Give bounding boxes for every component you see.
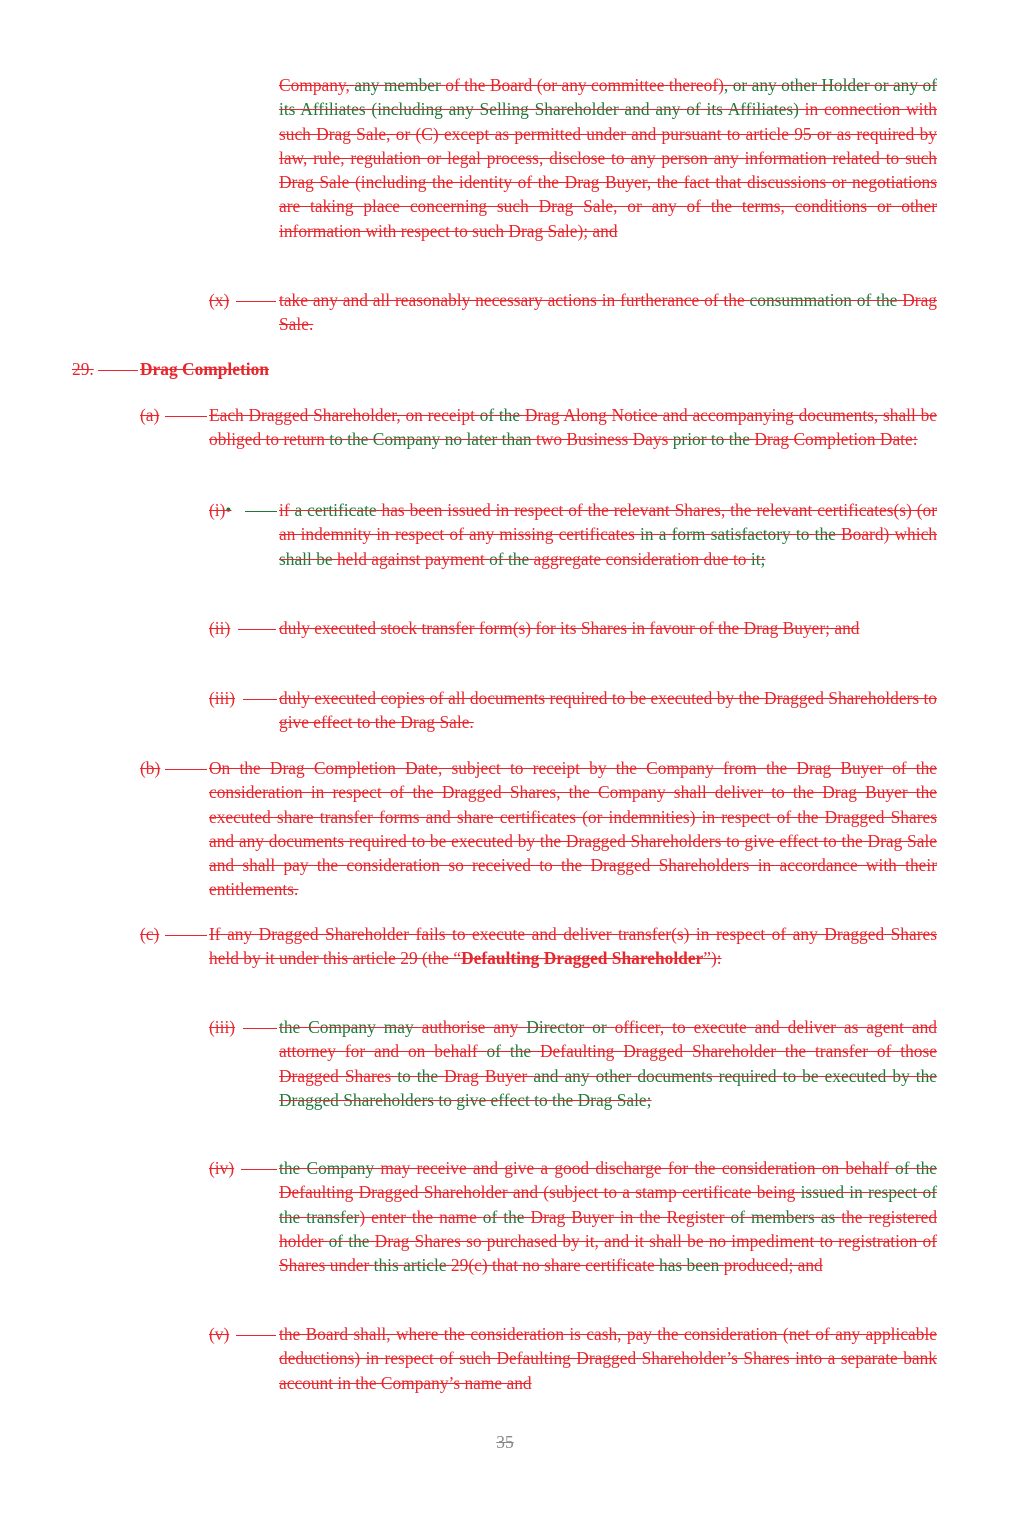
text-run: Each Dragged Shareholder, on receipt — [209, 405, 480, 425]
text-run: Drag Buyer in the Register — [530, 1206, 731, 1227]
item-ii-number: (ii) — [209, 618, 231, 638]
subitem-v-number: (v) — [209, 1324, 230, 1344]
clause-c-text — [209, 922, 937, 971]
text-run: aggregate consideration due to — [533, 548, 751, 569]
clause-a-text — [209, 403, 937, 452]
text-run: of the Board (or any committee thereof) — [445, 75, 724, 95]
section-number: 29. — [72, 359, 94, 379]
text-run: Defaulting Dragged Shareholder — [461, 948, 704, 969]
text-run: the Company may — [279, 1017, 422, 1037]
text-run: Drag Shares so purchased by it, and it shall be no impediment to registration of Shares under — [279, 1230, 937, 1276]
text-run: Drag Buyer — [444, 1065, 534, 1086]
text-run: a certificate — [294, 500, 382, 520]
item-iii-text — [279, 686, 937, 735]
subitem-iii-number: (iii) — [209, 1017, 236, 1037]
text-run: ) enter the name — [359, 1206, 483, 1227]
text-run: of the — [328, 1230, 375, 1251]
text-run: to the — [397, 1065, 445, 1086]
text-run: of the — [895, 1158, 937, 1178]
subitem-iv-number: (iv) — [209, 1158, 235, 1178]
text-run: to the Company no later than — [329, 429, 536, 450]
text-run: Drag Sale. — [279, 290, 937, 335]
text-run: may receive and give a good discharge for the consideration on behalf — [380, 1158, 896, 1178]
text-run: has been issued in respect of the relevant Shares, the relevant certificates(s) (or an indemnity in respect of any missing certificates — [279, 500, 937, 545]
page-number: 35 — [496, 1432, 514, 1452]
text-run: in a form satisfactory to the — [640, 524, 842, 545]
clause-c-number: (c) — [140, 924, 160, 944]
text-run: issued in respect of the transfer — [279, 1182, 937, 1227]
text-run: held against payment — [336, 548, 490, 569]
text-run: this article — [373, 1255, 451, 1276]
text-run: of the — [479, 405, 525, 425]
text-run: Drag Along Notice and accompanying documents, shall be obliged to return — [209, 405, 937, 450]
text-run: authorise any — [421, 1017, 527, 1037]
text-run: Board) which — [841, 524, 937, 545]
text-run: of members as — [730, 1206, 842, 1227]
item-i-text — [279, 498, 937, 571]
text-run: Director or — [526, 1017, 615, 1037]
subitem-iv-text — [279, 1156, 937, 1277]
clause-b-text — [209, 756, 937, 902]
text-run: if — [279, 500, 295, 520]
text-run: On the Drag Completion Date, subject to receipt by the Company from the Drag Buyer of the consideration in respect of the Dragged Shares, the Company shall deliver to the Drag Buyer the executed share transfer forms and share certificates (or indemnities) in respect of the Dragged Shares and any documents required to be executed by the Dragged Shareholders to give effect to the Drag Sale and shall pay the consideration so received to the Dragged Shareholders in accordance with their entitlements. — [209, 758, 937, 900]
clause-a-number: (a) — [140, 405, 160, 425]
text-run: ”): — [703, 948, 722, 969]
text-run: shall be — [279, 548, 337, 569]
text-run: Company, — [279, 75, 355, 95]
text-run: consummation of the — [749, 290, 903, 310]
text-run: of the — [482, 1206, 531, 1227]
continuation-paragraph — [279, 73, 937, 243]
text-run: duly executed copies of all documents required to be executed by the Dragged Shareholders to give effect to the Drag Sale. — [279, 688, 937, 733]
subitem-v-text — [279, 1322, 937, 1395]
text-run: officer, to execute and deliver as agent and attorney for and on behalf — [279, 1017, 937, 1062]
text-run: If any Dragged Shareholder fails to execute and deliver transfer(s) in respect of any Dragged Shares held by it under this article 29 (the “ — [209, 924, 937, 969]
text-run: Defaulting Dragged Shareholder the transfer of those Dragged Shares — [279, 1041, 937, 1086]
text-run: has been — [659, 1255, 724, 1276]
text-run: two Business Days — [535, 429, 673, 450]
item-iii-number: (iii) — [209, 688, 236, 708]
text-run: take any and all reasonably necessary actions in furtherance of the — [279, 290, 750, 310]
text-run: of the — [486, 1041, 540, 1062]
text-run: Drag Completion Date: — [754, 429, 918, 450]
item-ii-text — [279, 616, 937, 640]
subitem-iii-text — [279, 1015, 937, 1112]
item-i-number: (i)• — [209, 500, 232, 520]
text-run: , or any other Holder or any of its Affiliates (including any Selling Shareholder and any of its Affiliates) — [279, 75, 937, 120]
item-x-text — [279, 288, 937, 337]
text-run: 29(c) that no share certificate — [450, 1255, 660, 1276]
text-run: and any other documents required to be executed by the Dragged Shareholders to give effect to the Drag Sale; — [279, 1065, 938, 1110]
text-run: duly executed stock transfer form(s) for its Shares in favour of the Drag Buyer; and — [279, 618, 860, 638]
text-run: the Company — [279, 1158, 381, 1178]
text-run: it; — [750, 548, 766, 569]
text-run: produced; and — [723, 1255, 823, 1276]
item-x-number: (x) — [209, 290, 230, 310]
text-run: of the — [489, 548, 534, 569]
clause-b-number: (b) — [140, 758, 161, 778]
text-run: the Board shall, where the consideration is cash, pay the consideration (net of any applicable deductions) in respect of such Defaulting Dragged Shareholder’s Shares into a separate bank account in the Company’s name and — [279, 1324, 937, 1393]
text-run: any member — [354, 75, 446, 95]
text-run: prior to the — [672, 429, 755, 450]
section-heading: Drag Completion — [140, 359, 269, 379]
text-run: Defaulting Dragged Shareholder and (subject to a stamp certificate being — [279, 1182, 801, 1203]
text-run: in connection with such Drag Sale, or (C) except as permitted under and pursuant to article 95 or as required by law, rule, regulation or legal process, disclose to any person any information related to such Drag Sale (including the identity of the Drag Buyer, the fact that discussions or negotiations are taking place concerning such Drag Sale, or any of the terms, conditions or other information with respect to such Drag Sale); and — [279, 99, 937, 241]
text-run: the registered holder — [279, 1206, 938, 1251]
